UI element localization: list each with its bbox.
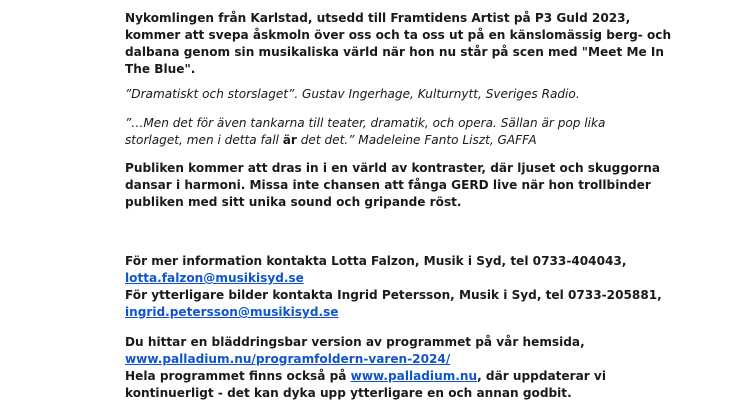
contact-images-email-line xyxy=(125,304,735,321)
description-line: Publiken kommer att dras in i en värld av kontraster, där ljuset och skuggorna xyxy=(125,161,661,175)
intro-line: dalbana genom sin musikaliska värld när hon nu står på scen med "Meet Me In xyxy=(125,45,665,59)
images-email-link[interactable]: ingrid.petersson@musikisyd.se xyxy=(125,305,339,319)
contact-section xyxy=(125,253,735,321)
contact-images-text: För ytterligare bilder kontakta Ingrid Petersson, Musik i Syd, tel 0733-205881, xyxy=(125,288,662,302)
program-text-before: Hela programmet finns också på xyxy=(125,369,351,383)
intro-line: kommer att svepa åskmoln över oss och ta oss ut på en känslomässig berg- och xyxy=(125,28,672,42)
quote-text-after: det det.” Madeleine Fanto Liszt, GAFFA xyxy=(296,133,537,147)
review-quote-gaffa xyxy=(125,115,735,149)
intro-line: Nykomlingen från Karlstad, utsedd till Framtidens Artist på P3 Guld 2023, xyxy=(125,11,631,25)
review-quote-radio xyxy=(125,86,735,103)
quote-text: ”Dramatiskt och storslaget”. Gustav Ingerhage, Kulturnytt, Sveriges Radio. xyxy=(125,87,580,101)
contact-info-email-line xyxy=(125,270,735,287)
contact-email-link[interactable]: lotta.falzon@musikisyd.se xyxy=(125,271,304,285)
palladium-site-link[interactable]: www.palladium.nu xyxy=(350,369,478,383)
quote-line xyxy=(125,132,735,149)
program-site-line xyxy=(125,368,735,385)
program-text-after: , där uppdaterar vi xyxy=(477,369,606,383)
intro-paragraph xyxy=(125,10,735,78)
quote-line: ”…Men det för även tankarna till teater, dramatik, och opera. Sällan är pop lika xyxy=(125,116,606,130)
intro-line: The Blue". xyxy=(125,62,196,76)
program-line: kontinuerligt - det kan dyka upp ytterligare en och annan godbit. xyxy=(125,386,572,400)
contact-info-text: För mer information kontakta Lotta Falzon, Musik i Syd, tel 0733-404043, xyxy=(125,254,627,268)
description-paragraph xyxy=(125,160,735,211)
program-line: Du hittar en bläddringsbar version av programmet på vår hemsida, xyxy=(125,335,585,349)
program-folder-link[interactable]: www.palladium.nu/programfoldern-varen-2024/ xyxy=(125,352,451,366)
description-line: dansar i harmoni. Missa inte chansen att fånga GERD live när hon trollbinder xyxy=(125,178,651,192)
description-line: publiken med sitt unika sound och gripande röst. xyxy=(125,195,462,209)
program-section xyxy=(125,334,735,402)
quote-text-before: storlaget, men i detta fall xyxy=(125,133,283,147)
program-folder-line xyxy=(125,351,735,368)
quote-emphasis: är xyxy=(282,133,297,147)
